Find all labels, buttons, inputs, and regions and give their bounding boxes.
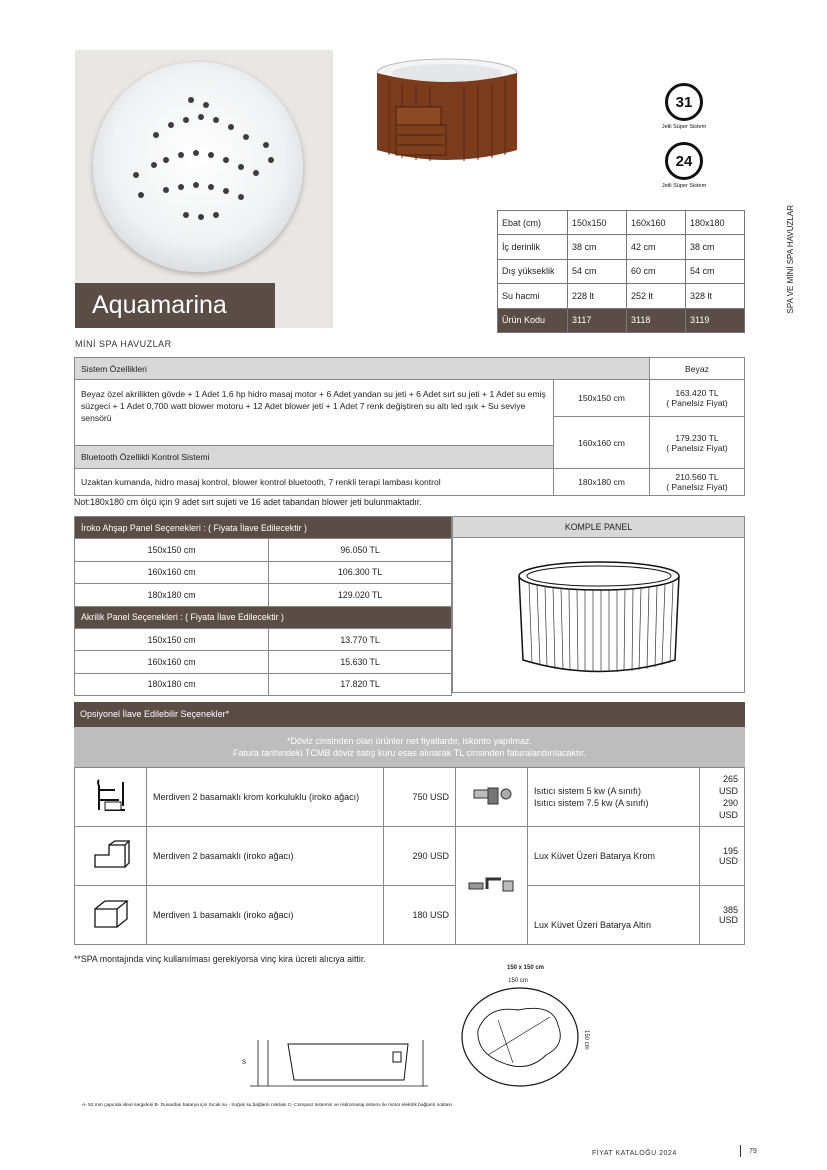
jet-dot (188, 97, 194, 103)
jet-dot (168, 122, 174, 128)
jet-dot (208, 184, 214, 190)
product-title: Aquamarina (75, 283, 275, 328)
jet-count: 31 (665, 83, 703, 121)
jet-dot (223, 188, 229, 194)
heater-prices (700, 768, 745, 827)
jet-dot (178, 184, 184, 190)
jet-dot (153, 132, 159, 138)
table-row (75, 561, 452, 583)
table-row (498, 284, 745, 308)
jet-dot (268, 157, 274, 163)
spec-label: İç derinlik (498, 235, 568, 259)
table-row (75, 673, 452, 695)
spec-value: 180x180 (686, 211, 745, 235)
table-row (498, 308, 745, 332)
option-price: 750 USD (384, 768, 456, 827)
options-table (74, 767, 745, 945)
spec-value: 228 lt (568, 284, 627, 308)
jet-badge-24 (654, 142, 714, 189)
table-row (75, 827, 745, 886)
spec-label: Dış yükseklik (498, 259, 568, 283)
faucet-altin-price: 385 USD (700, 886, 745, 945)
color-header: Beyaz (650, 358, 745, 380)
panel-price: 17.820 TL (269, 673, 452, 695)
table-row (75, 651, 452, 673)
spec-table (497, 210, 745, 333)
jet-badge-31 (654, 83, 714, 130)
bluetooth-header: Bluetooth Özellikli Kontrol Sistemi (75, 446, 554, 469)
panel-size: 160x160 cm (75, 651, 269, 673)
price-size: 150x150 cm (554, 380, 650, 417)
table-row (75, 539, 452, 561)
ladder-rail-icon (75, 768, 147, 827)
heater-icon (456, 768, 528, 827)
bluetooth-description: Uzaktan kumanda, hidro masaj kontrol, blower kontrol bluetooth, 7 renkli terapi lambası kontrol (75, 469, 554, 496)
option-name: Merdiven 2 basamaklı krom korkuluklu (iroko ağacı) (147, 768, 384, 827)
panel-price: 15.630 TL (269, 651, 452, 673)
price-cell (650, 380, 745, 417)
spec-value: 54 cm (686, 259, 745, 283)
features-header: Sistem Özellikleri (75, 358, 650, 380)
spec-value: 150x150 (568, 211, 627, 235)
jet-dot (178, 152, 184, 158)
faucet-krom-name: Lux Küvet Üzeri Batarya Krom (528, 827, 700, 886)
jet-dot (243, 134, 249, 140)
panel-size: 180x180 cm (75, 584, 269, 606)
price-note: ( Panelsiz Fiyat) (666, 442, 728, 453)
heater-price: 265 USD (718, 774, 738, 796)
table-row (498, 259, 745, 283)
spec-value: 252 lt (627, 284, 686, 308)
table-row (75, 358, 745, 380)
panel-size: 160x160 cm (75, 561, 269, 583)
jet-dot (203, 102, 209, 108)
tub-top-view (93, 62, 303, 272)
jet-dot (133, 172, 139, 178)
price-size: 180x180 cm (554, 469, 650, 496)
side-section-label: SPA VE MİNİ SPA HAVUZLAR (786, 205, 795, 314)
panel-size: 180x180 cm (75, 673, 269, 695)
faucet-icon (456, 827, 528, 945)
jet-dot (193, 150, 199, 156)
options-header: Opsiyonel İlave Edilebilir Seçenekler* (74, 702, 745, 727)
komple-panel-label: KOMPLE PANEL (453, 517, 744, 538)
spec-label: Su hacmi (498, 284, 568, 308)
faucet-altin-name: Lux Küvet Üzeri Batarya Altın (528, 886, 700, 945)
spec-value: 54 cm (568, 259, 627, 283)
jet-count: 24 (665, 142, 703, 180)
panel-options-table (74, 516, 452, 696)
table-row (498, 235, 745, 259)
table-row (75, 768, 745, 827)
jet-label: Jetli Süper Sistem (661, 124, 707, 130)
jet-dot (163, 157, 169, 163)
price-value: 179.230 TL (675, 432, 719, 443)
price-value: 163.420 TL (675, 388, 719, 398)
jet-dot (198, 114, 204, 120)
product-code: 3119 (686, 308, 745, 332)
top-view-dim: 150 cm (508, 978, 528, 984)
currency-note-line: *Döviz cinsinden olan ürünler net fiyatlardır, iskonto yapılmaz. (286, 736, 533, 746)
panel-size: 150x150 cm (75, 539, 269, 561)
table-row (75, 584, 452, 606)
product-subtitle: MİNİ SPA HAVUZLAR (75, 339, 172, 349)
price-cell (650, 417, 745, 469)
spec-value: 160x160 (627, 211, 686, 235)
jet-note: Not:180x180 cm ölçü için 9 adet sırt sujeti ve 16 adet tabandan blower jeti bulunmaktadır. (74, 497, 422, 507)
jet-dot (183, 212, 189, 218)
option-name: Merdiven 1 basamaklı (iroko ağacı) (147, 886, 384, 945)
step-1-icon (75, 886, 147, 945)
top-view-drawing (458, 985, 583, 1090)
jet-dot (193, 182, 199, 188)
heater-line: Isıtıcı sistem 7.5 kw (A sınıfı) (534, 798, 649, 808)
currency-note-line: Fatura tarihindeki TCMB döviz satış kuru esas alınarak TL cinsinden faturalandırılacaktır. (233, 748, 586, 758)
panel-price: 96.050 TL (269, 539, 452, 561)
spec-value: 60 cm (627, 259, 686, 283)
price-value: 210.560 TL (675, 472, 719, 482)
option-name: Merdiven 2 basamaklı (iroko ağacı) (147, 827, 384, 886)
spec-value: 38 cm (568, 235, 627, 259)
spa-wood-panel-photo (374, 55, 519, 165)
acrylic-header: Akrilik Panel Seçenekleri : ( Fiyata İlave Edilecektir ) (75, 606, 452, 628)
panel-price: 13.770 TL (269, 628, 452, 650)
table-row (75, 380, 745, 417)
iroko-header: İroko Ahşap Panel Seçenekleri : ( Fiyata İlave Edilecektir ) (75, 517, 452, 539)
crane-note: **SPA montajında vinç kullanılması gerekiyorsa vinç kira ücreti alıcıya aittir. (74, 954, 366, 964)
panel-price: 129.020 TL (269, 584, 452, 606)
jet-label: Jetli Süper Sistem (661, 183, 707, 189)
price-size: 160x160 cm (554, 417, 650, 469)
jet-dot (138, 192, 144, 198)
price-note: ( Panelsiz Fiyat) (666, 398, 728, 408)
drawing-legend: A- 52 mm çapında ideal sargidesi B- Duvardan batarya için Sıcak su - Soğuk su bağlantı noktası C- Compact sistemin ve Hidromasaj sistemi ile motor elektrik bağlantı noktası (82, 1103, 453, 1108)
jet-dot (223, 157, 229, 163)
jet-dot (263, 142, 269, 148)
price-cell (650, 469, 745, 496)
jet-dot (253, 170, 259, 176)
table-row (75, 886, 745, 945)
jet-dot (213, 212, 219, 218)
komple-panel-drawing (453, 538, 744, 692)
dimension-label-s: S (242, 1060, 247, 1066)
faucet-krom-price: 195 USD (700, 827, 745, 886)
jet-dot (238, 194, 244, 200)
table-row (75, 469, 745, 496)
top-view-dim-side: 150 cm (583, 1030, 589, 1050)
panel-size: 150x150 cm (75, 628, 269, 650)
table-row (75, 628, 452, 650)
product-code: 3118 (627, 308, 686, 332)
product-code: 3117 (568, 308, 627, 332)
price-note: ( Panelsiz Fiyat) (666, 482, 728, 492)
jet-dot (228, 124, 234, 130)
jet-dot (151, 162, 157, 168)
jet-dot (198, 214, 204, 220)
option-price: 290 USD (384, 827, 456, 886)
step-2-icon (75, 827, 147, 886)
jet-dot (183, 117, 189, 123)
jet-dot (208, 152, 214, 158)
features-price-table (74, 357, 745, 496)
features-description: Beyaz özel akrilikten gövde + 1 Adet 1.6 hp hidro masaj motor + 6 Adet yandan su jeti + 6 Adet sırt su jeti + 1 Adet su emiş süzgeci + 1 Adet 0,700 watt blower motoru + 12 Adet blower jeti + 1 Adet 7 renk değiştiren su altı led ışık + Su seviye sensörü (75, 380, 554, 446)
spec-value: 328 lt (686, 284, 745, 308)
heater-price: 290 USD (718, 798, 738, 820)
panel-price: 106.300 TL (269, 561, 452, 583)
jet-dot (163, 187, 169, 193)
heater-option (528, 768, 700, 827)
spec-label: Ürün Kodu (498, 308, 568, 332)
top-view-size: 150 x 150 cm (506, 965, 545, 971)
spec-value: 38 cm (686, 235, 745, 259)
table-row (75, 606, 452, 628)
heater-line: Isıtıcı sistem 5 kw (A sınıfı) (534, 786, 642, 796)
page-number: 79 (740, 1145, 757, 1157)
spec-value: 42 cm (627, 235, 686, 259)
spec-label: Ebat (cm) (498, 211, 568, 235)
side-view-drawing (238, 1030, 433, 1092)
options-currency-note (74, 727, 745, 767)
table-row (75, 517, 452, 539)
table-row (498, 211, 745, 235)
jet-dot (213, 117, 219, 123)
option-price: 180 USD (384, 886, 456, 945)
jet-dot (238, 164, 244, 170)
komple-panel-box (452, 516, 745, 693)
catalog-footer: FİYAT KATALOĞU 2024 (592, 1150, 677, 1157)
